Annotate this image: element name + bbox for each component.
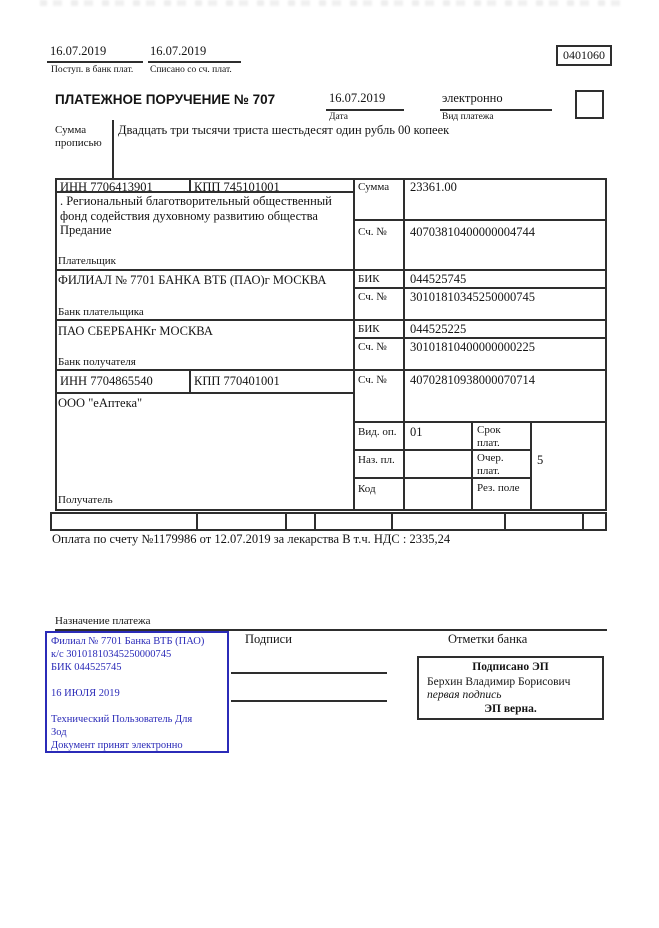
table-line [605, 178, 607, 511]
payee-kpp: КПП 770401001 [194, 374, 280, 388]
term-label: Срок плат. [477, 424, 501, 449]
sum-label: Сумма [358, 181, 390, 193]
bank-marks-label: Отметки банка [448, 632, 528, 646]
payer-bank-account-label: Сч. № [358, 291, 387, 303]
cell-divider [196, 514, 198, 529]
debited-date-value: 16.07.2019 [150, 44, 207, 58]
stamp-line: Технический Пользователь Для [51, 714, 193, 725]
document-date-underline [326, 109, 404, 111]
cell-divider [582, 514, 584, 529]
payer-bank-bik-value: 044525745 [410, 272, 467, 286]
ep-signer-name: Берхин Владимир Борисович [427, 675, 571, 688]
form-code-box: 0401060 [556, 45, 612, 66]
payee-inn: ИНН 7704865540 [60, 374, 153, 388]
payer-account-value: 40703810400000004744 [410, 225, 535, 239]
op-kind-label: Вид. оп. [358, 426, 397, 438]
table-line [353, 178, 355, 511]
table-line [55, 369, 607, 371]
payer-bank-account-value: 30101810345250000745 [410, 290, 535, 304]
table-line [189, 369, 191, 394]
table-line [530, 421, 532, 511]
signatures-label: Подписи [245, 632, 292, 646]
sum-value: 23361.00 [410, 180, 457, 194]
document-date-label: Дата [329, 112, 348, 122]
cell-divider [504, 514, 506, 529]
debited-date-underline [148, 61, 241, 63]
table-line [189, 178, 191, 193]
cropped-top-artifact [40, 0, 625, 6]
bank-acceptance-stamp [45, 631, 229, 753]
payer-bank-name: ФИЛИАЛ № 7701 БАНКА ВТБ (ПАО)г МОСКВА [58, 273, 327, 287]
payment-kind-value: электронно [442, 91, 503, 105]
payer-bank-bik-label: БИК [358, 273, 380, 285]
table-line [353, 421, 607, 423]
ep-verified-text: ЭП верна. [484, 702, 537, 715]
document-date-value: 16.07.2019 [329, 91, 386, 105]
payee-bank-account-value: 30101810400000000225 [410, 340, 535, 354]
stamp-line: Зод [51, 727, 67, 738]
electronic-signature-stamp [417, 656, 604, 720]
tax-fields-row [50, 512, 607, 531]
ep-title: Подписано ЭП [472, 661, 549, 673]
cell-divider [285, 514, 287, 529]
reserve-label: Рез. поле [477, 482, 520, 494]
table-line [471, 421, 473, 511]
payer-bank-label: Банк плательщика [58, 306, 144, 318]
table-line [55, 269, 607, 271]
table-line [353, 219, 607, 221]
payer-kpp: КПП 745101001 [194, 180, 280, 194]
amount-words-label-line2: прописью [55, 137, 102, 149]
received-date-value: 16.07.2019 [50, 44, 107, 58]
code-label: Код [358, 483, 376, 495]
payment-kind-label: Вид платежа [442, 112, 494, 122]
payer-label: Плательщик [58, 255, 116, 267]
payer-name: . Региональный благотворительный общественный фонд содействия духовному развитию общества Предание [60, 194, 332, 237]
table-line [353, 287, 607, 289]
table-line [55, 392, 353, 394]
table-line [353, 337, 607, 339]
payee-bank-name: ПАО СБЕРБАНКг МОСКВА [58, 324, 213, 338]
payee-label: Получатель [58, 494, 113, 506]
payee-bank-account-label: Сч. № [358, 341, 387, 353]
received-date-underline [47, 61, 143, 63]
payee-account-label: Сч. № [358, 374, 387, 386]
debited-date-label: Списано со сч. плат. [150, 65, 232, 75]
payer-inn: ИНН 7706413901 [60, 180, 153, 194]
status-checkbox [575, 90, 604, 119]
stamp-line: к/с 30101810345250000745 [51, 649, 172, 660]
signature-line-2 [231, 700, 387, 702]
payee-bank-label: Банк получателя [58, 356, 136, 368]
purpose-label: Назначение платежа [55, 615, 151, 627]
stamp-line: Филиал № 7701 Банка ВТБ (ПАО) [51, 636, 205, 647]
payee-bank-bik-value: 044525225 [410, 322, 467, 336]
payer-account-label: Сч. № [358, 226, 387, 238]
stamp-line: 16 ИЮЛЯ 2019 [51, 688, 120, 699]
amount-words-value: Двадцать три тысячи триста шестьдесят один рубль 00 копеек [118, 123, 450, 137]
purpose-text: Оплата по счету №1179986 от 12.07.2019 за лекарства В т.ч. НДС : 2335,24 [52, 532, 451, 546]
order-label: Очер. плат. [477, 452, 504, 477]
received-date-label: Поступ. в банк плат. [51, 65, 134, 75]
table-line [403, 178, 405, 511]
document-title: ПЛАТЕЖНОЕ ПОРУЧЕНИЕ № 707 [55, 92, 276, 107]
table-line [55, 509, 607, 511]
op-kind-value: 01 [410, 425, 423, 439]
cell-divider [391, 514, 393, 529]
ep-signature-kind: первая подпись [427, 689, 502, 701]
table-line [55, 178, 57, 511]
amount-words-divider [112, 120, 114, 178]
payee-bank-bik-label: БИК [358, 323, 380, 335]
payee-name: ООО "еАптека" [58, 396, 143, 410]
table-line [55, 319, 607, 321]
payment-kind-underline [440, 109, 552, 111]
stamp-line: БИК 044525745 [51, 662, 122, 673]
pay-name-label: Наз. пл. [358, 454, 395, 466]
stamp-line: Документ принят электронно [51, 740, 183, 751]
cell-divider [314, 514, 316, 529]
payee-account-value: 40702810938000070714 [410, 373, 535, 387]
signature-line-1 [231, 672, 387, 674]
amount-words-label-line1: Сумма [55, 124, 87, 136]
order-value: 5 [537, 453, 544, 467]
